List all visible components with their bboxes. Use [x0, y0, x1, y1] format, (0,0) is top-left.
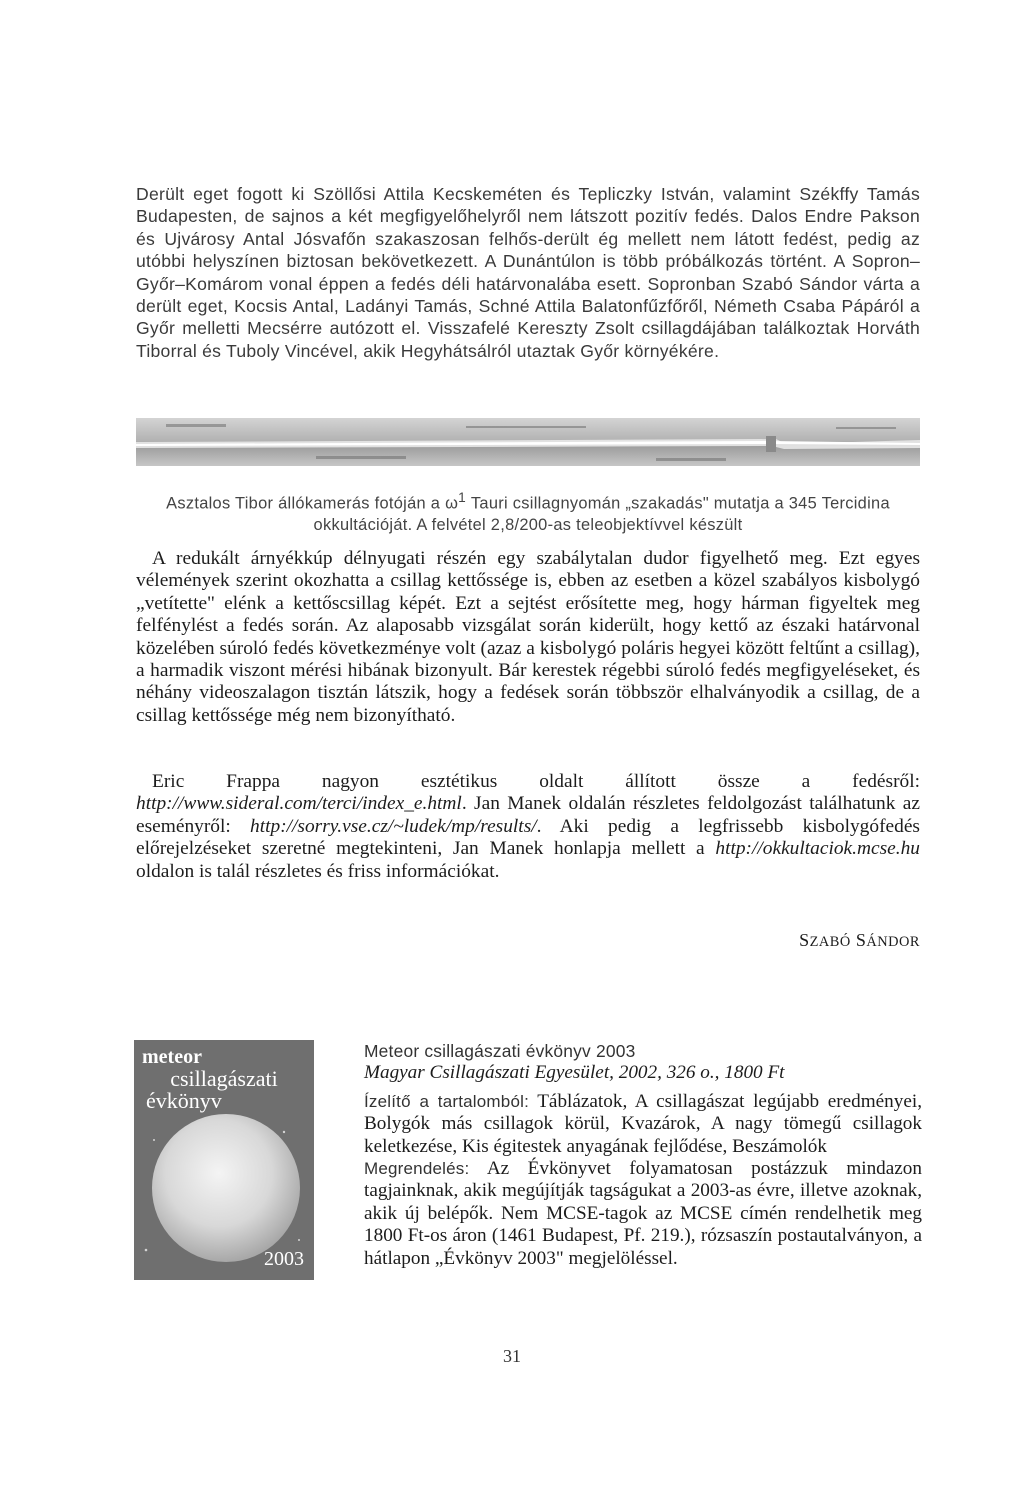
author-last-rest: ÁNDOR — [866, 934, 920, 950]
star-trail-image — [136, 418, 920, 466]
book-review — [364, 1040, 922, 1270]
cover-title-line2: csillagászati — [170, 1066, 278, 1091]
author-first-initial: S — [799, 930, 810, 950]
cover-title-line1: meteor — [142, 1046, 202, 1068]
book-title: Meteor csillagászati évkönyv 2003 — [364, 1041, 636, 1061]
order-label: Megrendelés: — [364, 1159, 470, 1179]
paragraph-analysis: A redukált árnyékkúp délnyugati részén egy szabálytalan dudor figyelhető meg. Ezt egyes vélemények szerint okozhatta a csillag kettőssége is, ebben az esetben a közel szabályos kisbolygó „vetítette" elénk a kettőscsillag képét. Ezt a sejtést erősítette meg, hogy hárman figyeltek meg felfénylést a fedés során. Az alaposabb vizsgálat során kiderült, hogy kettő az északi határvonal közelében súroló fedés következménye volt (azaz a kisbolygó poláris hegyei között feltűnt a csillag), a harmadik viszont mérési hibának bizonyult. Bár kerestek régebbi súroló fedés megfigyeléseket, és néhány videoszalagon tisztán látszik, hogy a fedések során többször elhalványodik a csillag, de a csillag kettőssége még nem bizonyítható. — [136, 548, 920, 726]
article-author — [799, 930, 920, 951]
links-text-4: oldalon is talál részletes és friss információkat. — [136, 860, 500, 882]
caption-superscript: 1 — [458, 490, 467, 505]
star-trail-photo — [136, 418, 920, 466]
paragraph-observers: Derült eget fogott ki Szöllősi Attila Kecskeméten és Tepliczky István, valamint Székffy Tamás Budapesten, de sajnos a két megfigyelőhelyről nem látszott pozitív fedés. Dalos Endre Pakson és Ujvárosy Antal Jósvafőn szakaszosan felhős-derült ég mellett nem látott fedést, pedig az utóbbi helyszínen biztosan bekövetkezett. A Dunántúlon is több próbálkozás történt. A Sopron–Győr–Komárom vonal éppen a fedés déli határvonalába esett. Sopronban Szabó Sándor várta a derült eget, Kocsis Antal, Ladányi Tamás, Schné Attila Balatonfűzfőről, Németh Csaba Pápáról a Győr melletti Mecsérre autózott el. Visszafelé Kereszty Zsolt csillagdájában találkoztak Horváth Tiborral és Tuboly Vincével, akik Hegyhátsálról utaztak Győr környékére. — [136, 184, 920, 361]
links-text-2: . Jan Manek oldalán részletes feldolgozást találhatunk az eseményről: — [136, 793, 920, 837]
cover-year: 2003 — [264, 1248, 304, 1270]
book-cover — [134, 1040, 314, 1280]
links-text-3: . Aki pedig a legfrissebb kisbolygófedés előrejelzéseket szeretné megtekinteni, Jan Manek honlapja mellett a — [136, 815, 920, 860]
author-last-initial: S — [855, 930, 867, 950]
photo-caption — [136, 487, 920, 536]
author-first-rest: ZABÓ — [809, 934, 851, 950]
cover-title-line3: évkönyv — [146, 1088, 222, 1113]
links-text-1: Eric Frappa nagyon esztétikus oldalt állított össze a fedésről: — [152, 771, 920, 792]
contents-text: Táblázatok, A csillagászat legújabb eredményei, Bolygók más csillagok körül, Kvazárok, A nagy tömegű csillagok keletkezése, Kis égitestek anyagának fejlődése, Beszámolók — [364, 1090, 922, 1157]
paragraph-links — [136, 771, 920, 883]
order-text: Az Évkönyvet folyamatosan postázzuk mindazon tagjainknak, akik megújítják tagságukat a 2003-as évre, illetve azoknak, akik új belépők. Nem MCSE-tagok az MCSE címén rendelhetik meg 1800 Ft-os áron (1461 Budapest, Pf. 219.), rózsaszín postautalványon, a hátlapon „Évkönyv 2003" megjelöléssel. — [364, 1158, 922, 1269]
book-publisher: Magyar Csillagászati Egyesület, 2002, 326 o., 1800 Ft — [364, 1062, 785, 1084]
link-sideral[interactable]: http://www.sideral.com/terci/index_e.html — [136, 793, 462, 815]
book-order — [364, 1158, 922, 1270]
link-manek-results[interactable]: http://sorry.vse.cz/~ludek/mp/results/ — [250, 815, 537, 837]
book-contents — [364, 1091, 922, 1158]
link-okkultaciok[interactable]: http://okkultaciok.mcse.hu — [715, 838, 920, 860]
caption-text-end: Tauri csillagnyomán „szakadás" mutatja a 345 Tercidina okkultációját. A felvétel 2,8/200-as teleobjektívvel készült — [313, 494, 890, 535]
contents-label: Ízelítő a tartalomból: — [364, 1091, 529, 1111]
page-number: 31 — [503, 1346, 521, 1366]
caption-text-start: Asztalos Tibor állókamerás fotóján a ω — [166, 494, 459, 513]
